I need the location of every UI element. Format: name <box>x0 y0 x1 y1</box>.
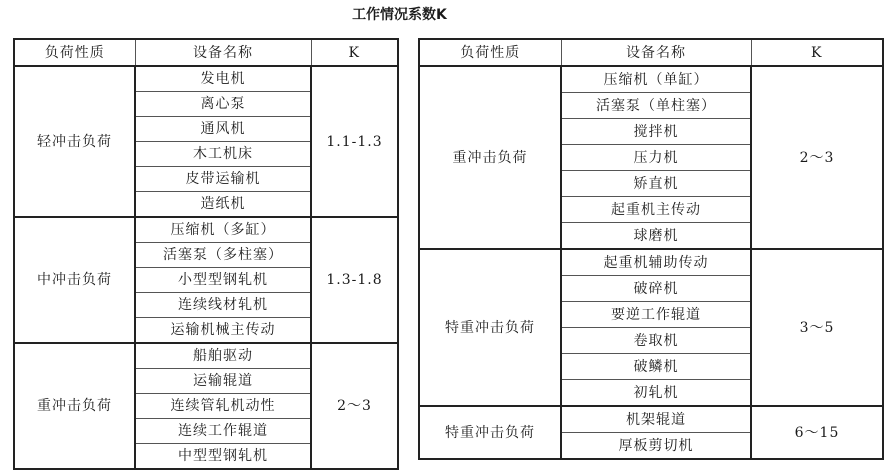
load-type-cell: 轻冲击负荷 <box>14 66 135 217</box>
load-type-cell: 重冲击负荷 <box>14 343 135 469</box>
k-value-cell: 2～3 <box>751 66 883 249</box>
device-cell: 中型型钢轧机 <box>135 444 311 470</box>
table-row <box>419 406 883 433</box>
k-value-cell: 1.3-1.8 <box>311 217 398 343</box>
load-type-cell: 中冲击负荷 <box>14 217 135 343</box>
device-cell: 木工机床 <box>135 142 311 167</box>
header-load-type: 负荷性质 <box>419 39 561 66</box>
page-title <box>0 4 895 24</box>
device-cell: 起重机辅助传动 <box>561 249 751 276</box>
device-cell: 要逆工作辊道 <box>561 302 751 328</box>
device-cell: 厚板剪切机 <box>561 433 751 460</box>
device-cell: 连续管轧机动性 <box>135 394 311 419</box>
device-cell: 发电机 <box>135 66 311 92</box>
device-cell: 矫直机 <box>561 171 751 197</box>
device-cell: 皮带运输机 <box>135 167 311 192</box>
header-device-name: 设备名称 <box>561 39 751 66</box>
header-row <box>14 39 398 66</box>
device-cell: 破鳞机 <box>561 354 751 380</box>
device-cell: 压力机 <box>561 145 751 171</box>
device-cell: 起重机主传动 <box>561 197 751 223</box>
device-cell: 卷取机 <box>561 328 751 354</box>
device-cell: 破碎机 <box>561 276 751 302</box>
device-cell: 搅拌机 <box>561 119 751 145</box>
device-cell: 通风机 <box>135 117 311 142</box>
right-coefficient-table <box>418 38 884 460</box>
header-device-name: 设备名称 <box>135 39 311 66</box>
k-value-cell: 2～3 <box>311 343 398 469</box>
table-row <box>14 343 398 369</box>
device-cell: 连续线材轧机 <box>135 293 311 318</box>
title-text: 工作情况系数K <box>352 7 447 23</box>
k-value-cell: 1.1-1.3 <box>311 66 398 217</box>
device-cell: 球磨机 <box>561 223 751 250</box>
load-type-cell: 重冲击负荷 <box>419 66 561 249</box>
header-k: K <box>311 39 398 66</box>
device-cell: 运输机械主传动 <box>135 318 311 344</box>
device-cell: 活塞泵（多柱塞） <box>135 243 311 268</box>
device-cell: 小型型钢轧机 <box>135 268 311 293</box>
k-value-cell: 6～15 <box>751 406 883 459</box>
header-row <box>419 39 883 66</box>
device-cell: 船舶驱动 <box>135 343 311 369</box>
device-cell: 离心泵 <box>135 92 311 117</box>
load-type-cell: 特重冲击负荷 <box>419 406 561 459</box>
table-row <box>419 66 883 93</box>
table-row <box>14 66 398 92</box>
table-row <box>14 217 398 243</box>
device-cell: 连续工作辊道 <box>135 419 311 444</box>
k-value-cell: 3～5 <box>751 249 883 406</box>
device-cell: 活塞泵（单柱塞） <box>561 93 751 119</box>
left-coefficient-table <box>13 38 399 470</box>
device-cell: 机架辊道 <box>561 406 751 433</box>
device-cell: 造纸机 <box>135 192 311 218</box>
device-cell: 运输辊道 <box>135 369 311 394</box>
table-row <box>419 249 883 276</box>
header-load-type: 负荷性质 <box>14 39 135 66</box>
load-type-cell: 特重冲击负荷 <box>419 249 561 406</box>
header-k: K <box>751 39 883 66</box>
device-cell: 初轧机 <box>561 380 751 407</box>
device-cell: 压缩机（单缸） <box>561 66 751 93</box>
device-cell: 压缩机（多缸） <box>135 217 311 243</box>
